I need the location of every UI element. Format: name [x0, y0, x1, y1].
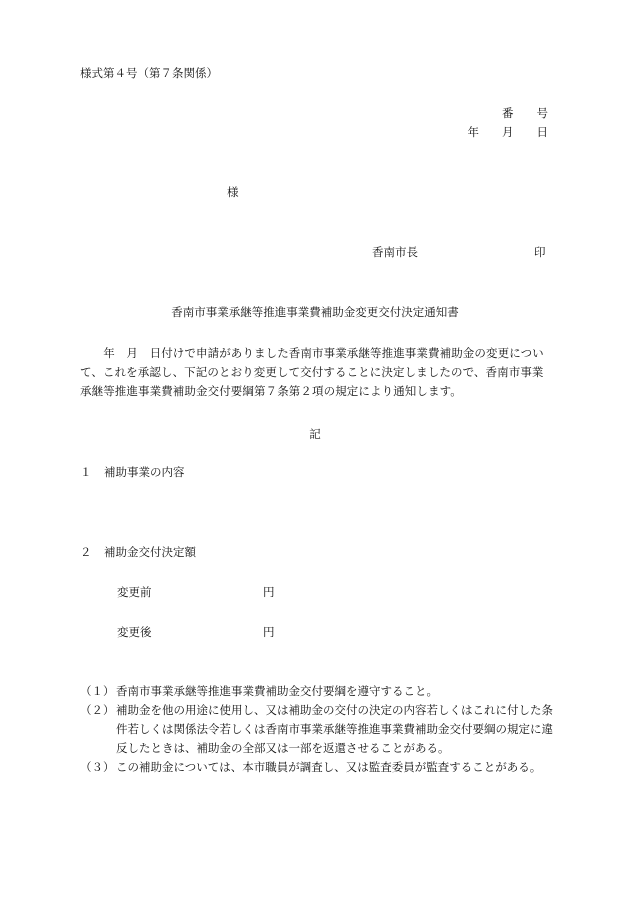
ki-heading: 記 — [309, 427, 321, 441]
recipient-honorific: 様 — [227, 185, 239, 199]
seal-mark: 印 — [534, 245, 546, 259]
amount-after-unit: 円 — [263, 625, 275, 639]
condition-number: （１） — [80, 684, 115, 698]
date-label: 年 月 日 — [467, 125, 548, 139]
condition-number: （２） — [80, 703, 115, 717]
condition-text: 香南市事業承継等推進事業費補助金交付要綱を遵守すること。 — [116, 684, 438, 698]
item-1-number: １ — [80, 465, 92, 479]
condition-number: （３） — [80, 760, 115, 774]
amount-after-label: 変更後 — [117, 625, 152, 639]
condition-item — [80, 701, 558, 758]
condition-item — [80, 682, 558, 701]
issuer-name: 香南市長 — [372, 245, 418, 259]
amount-before-unit: 円 — [263, 585, 275, 599]
item-2-number: ２ — [80, 545, 92, 559]
amount-before-label: 変更前 — [117, 585, 152, 599]
condition-text: 補助金を他の用途に使用し、又は補助金の交付の決定の内容若しくはこれに付した条件若しくは関係法令若しくは香南市事業承継等推進事業費補助金交付要綱の規定に違反したときは、補助金の全部又は一部を返還させることがある。 — [116, 703, 553, 755]
document-title: 香南市事業承継等推進事業費補助金変更交付決定通知書 — [171, 305, 459, 319]
form-label: 様式第４号（第７条関係） — [80, 66, 218, 80]
item-1-label: 補助事業の内容 — [104, 465, 185, 479]
condition-text: この補助金については、本市職員が調査し、又は監査委員が監査することがある。 — [116, 760, 542, 774]
condition-item — [80, 758, 558, 777]
item-2-label: 補助金交付決定額 — [104, 545, 196, 559]
document-number-label: 番 号 — [502, 106, 548, 120]
conditions-list — [80, 682, 558, 777]
body-paragraph: 年 月 日付けで申請がありました香南市事業承継等推進事業費補助金の変更について、これを承認し、下記のとおり変更して交付することに決定しましたので、香南市事業承継等推進事業費補助金交付要綱第７条第２項の規定により通知します。 — [80, 346, 544, 398]
